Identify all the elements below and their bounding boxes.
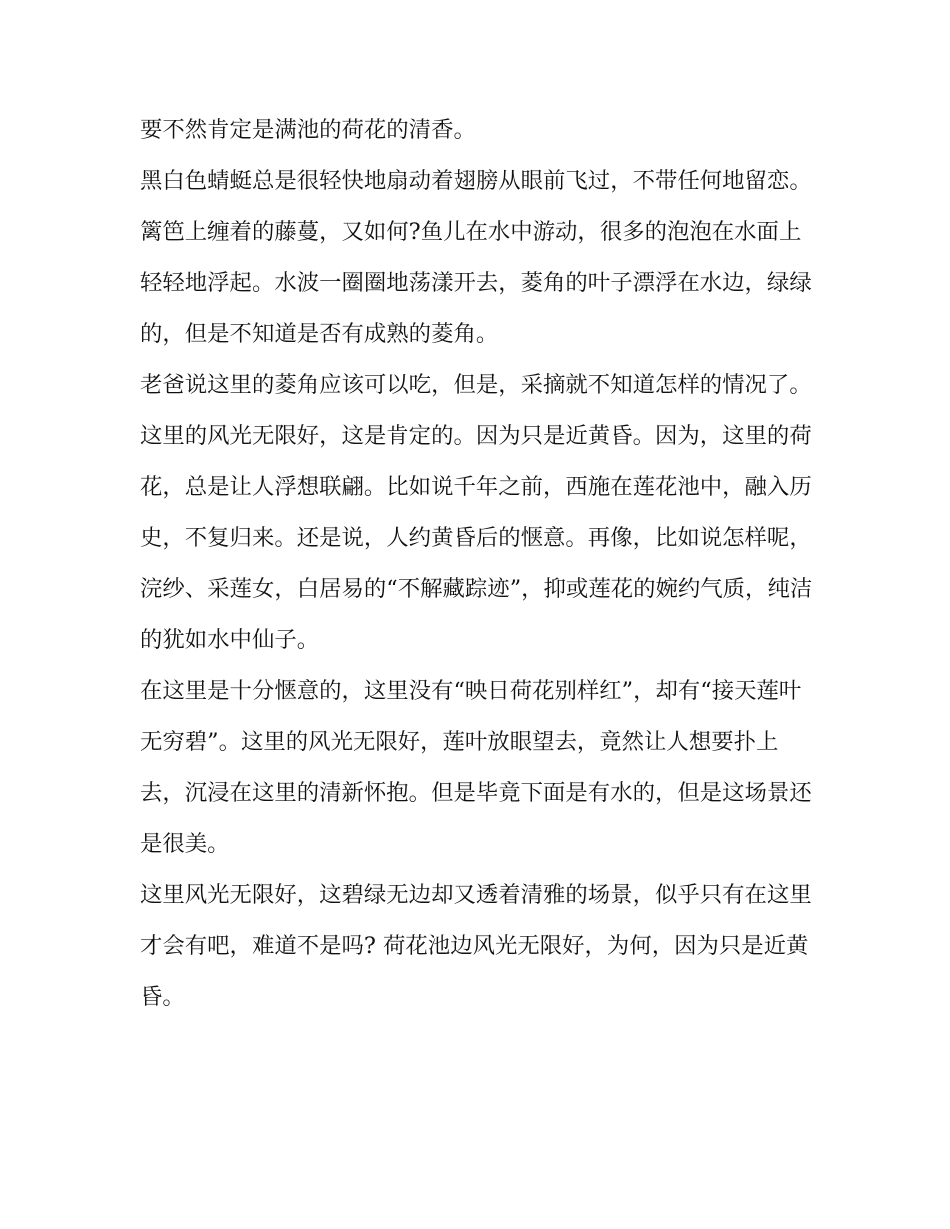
paragraph-2: 黑白色蜻蜓总是很轻快地扇动着翅膀从眼前飞过，不带任何地留恋。篱笆上缠着的藤蔓，又如何?鱼儿在水中游动，很多的泡泡在水面上轻轻地浮起。水波一圈圈地荡漾开去，菱角的叶子漂浮在水边，绿绿的，但是不知道是否有成熟的菱角。 — [140, 168, 812, 347]
paragraph-5: 在这里是十分惬意的，这里没有“映日荷花别样红”，却有“接天莲叶无穷碧”。这里的风光无限好，莲叶放眼望去，竟然让人想要扑上去，沉浸在这里的清新怀抱。但是毕竟下面是有水的，但是这场景还是很美。 — [140, 678, 812, 857]
paragraph-3: 老爸说这里的菱角应该可以吃，但是，采摘就不知道怎样的情况了。 — [140, 372, 812, 398]
paragraph-4: 这里的风光无限好，这是肯定的。因为只是近黄昏。因为，这里的荷花，总是让人浮想联翩。比如说千年之前，西施在莲花池中，融入历史，不复归来。还是说，人约黄昏后的惬意。再像，比如说怎样呢，浣纱、采莲女，白居易的“不解藏踪迹”，抑或莲花的婉约气质，纯洁的犹如水中仙子。 — [140, 423, 813, 653]
body-text — [140, 105, 815, 1023]
paragraph-6: 这里风光无限好，这碧绿无边却又透着清雅的场景，似乎只有在这里才会有吧，难道不是吗? 荷花池边风光无限好，为何，因为只是近黄昏。 — [140, 882, 812, 1010]
paragraph-1: 要不然肯定是满池的荷花的清香。 — [140, 117, 476, 143]
